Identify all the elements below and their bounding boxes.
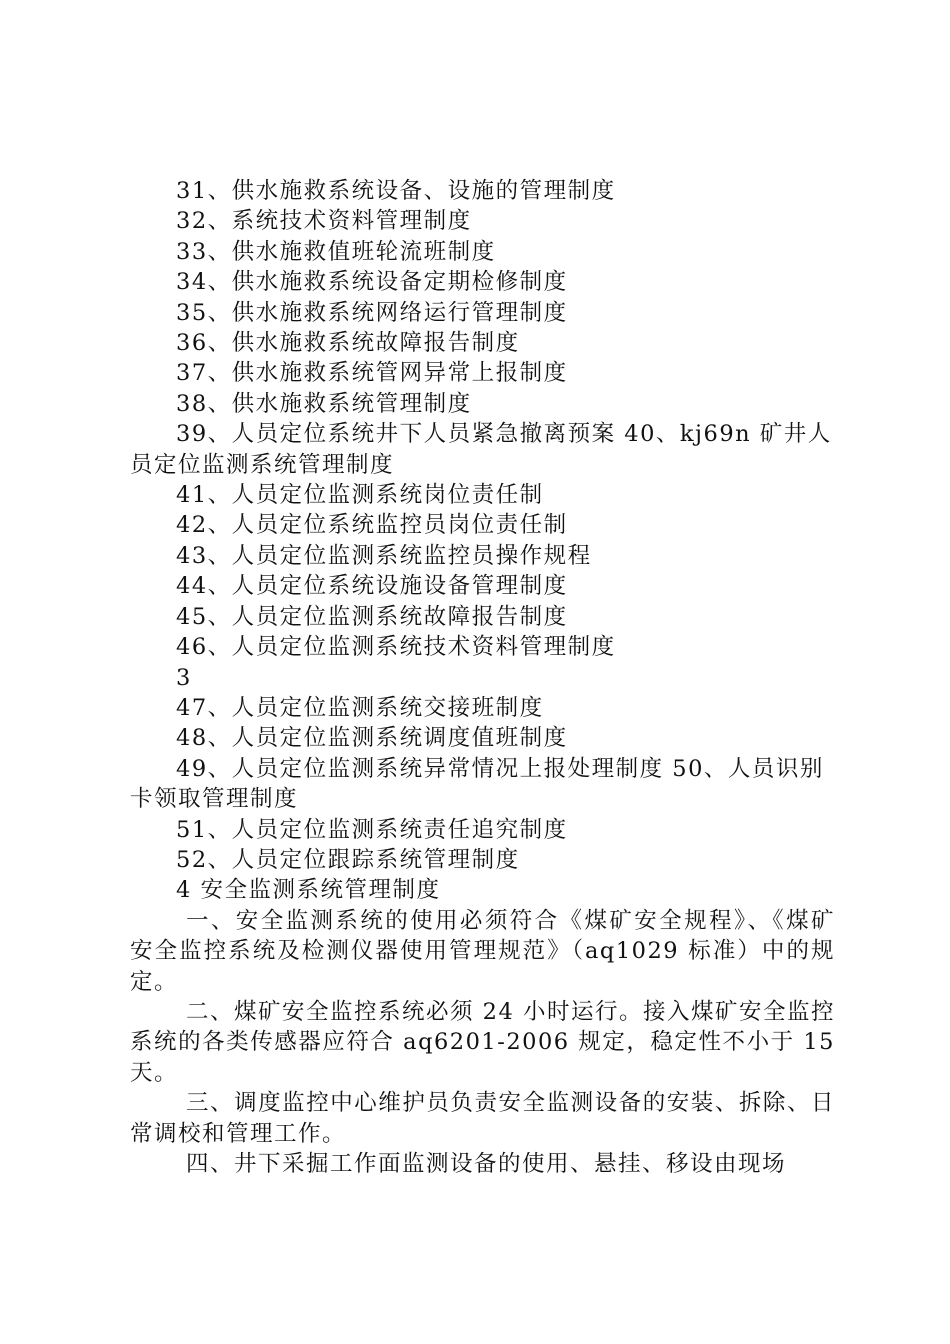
list-item-43: 43、人员定位监测系统监控员操作规程 [176,542,592,569]
list-item-49-50: 49、人员定位监测系统异常情况上报处理制度 50、人员识别卡领取管理制度 [130,755,824,813]
paragraph-2: 二、煤矿安全监控系统必须 24 小时运行。接入煤矿安全监控系统的各类传感器应符合 aq6201-2006 规定，稳定性不小于 15 天。 [130,998,844,1086]
list-item-33: 33、供水施救值班轮流班制度 [176,238,496,265]
list-item-41: 41、人员定位监测系统岗位责任制 [176,482,544,509]
paragraph-4: 四、井下采掘工作面监测设备的使用、悬挂、移设由现场 [186,1151,787,1177]
list-item-52: 52、人员定位跟踪系统管理制度 [176,846,520,873]
list-item-36: 36、供水施救系统故障报告制度 [176,330,520,357]
list-item-35: 35、供水施救系统网络运行管理制度 [176,299,568,326]
list-item-31: 31、供水施救系统设备、设施的管理制度 [176,178,616,204]
list-item-32: 32、系统技术资料管理制度 [176,208,472,235]
list-item-37: 37、供水施救系统管网异常上报制度 [176,360,568,387]
page-number: 3 [176,664,192,691]
document-body [130,176,844,1179]
list-item-46: 46、人员定位监测系统技术资料管理制度 [176,634,616,661]
list-item-45: 45、人员定位监测系统故障报告制度 [176,603,568,630]
paragraph-1: 一、安全监测系统的使用必须符合《煤矿安全规程》、《煤矿安全监控系统及检测仪器使用管理规范》（aq1029 标准）中的规定。 [130,907,835,995]
list-item-47: 47、人员定位监测系统交接班制度 [176,694,544,721]
list-item-51: 51、人员定位监测系统责任追究制度 [176,816,568,843]
list-item-48: 48、人员定位监测系统调度值班制度 [176,725,568,752]
list-item-44: 44、人员定位系统设施设备管理制度 [176,573,568,600]
list-item-42: 42、人员定位系统监控员岗位责任制 [176,512,568,539]
list-item-39-40: 39、人员定位系统井下人员紧急撤离预案 40、kj69n 矿井人员定位监测系统管理制度 [130,421,832,478]
list-item-34: 34、供水施救系统设备定期检修制度 [176,269,568,296]
list-item-38: 38、供水施救系统管理制度 [176,390,472,417]
section-heading: 4 安全监测系统管理制度 [176,877,441,904]
paragraph-3: 三、调度监控中心维护员负责安全监测设备的安装、拆除、日常调校和管理工作。 [130,1090,835,1147]
